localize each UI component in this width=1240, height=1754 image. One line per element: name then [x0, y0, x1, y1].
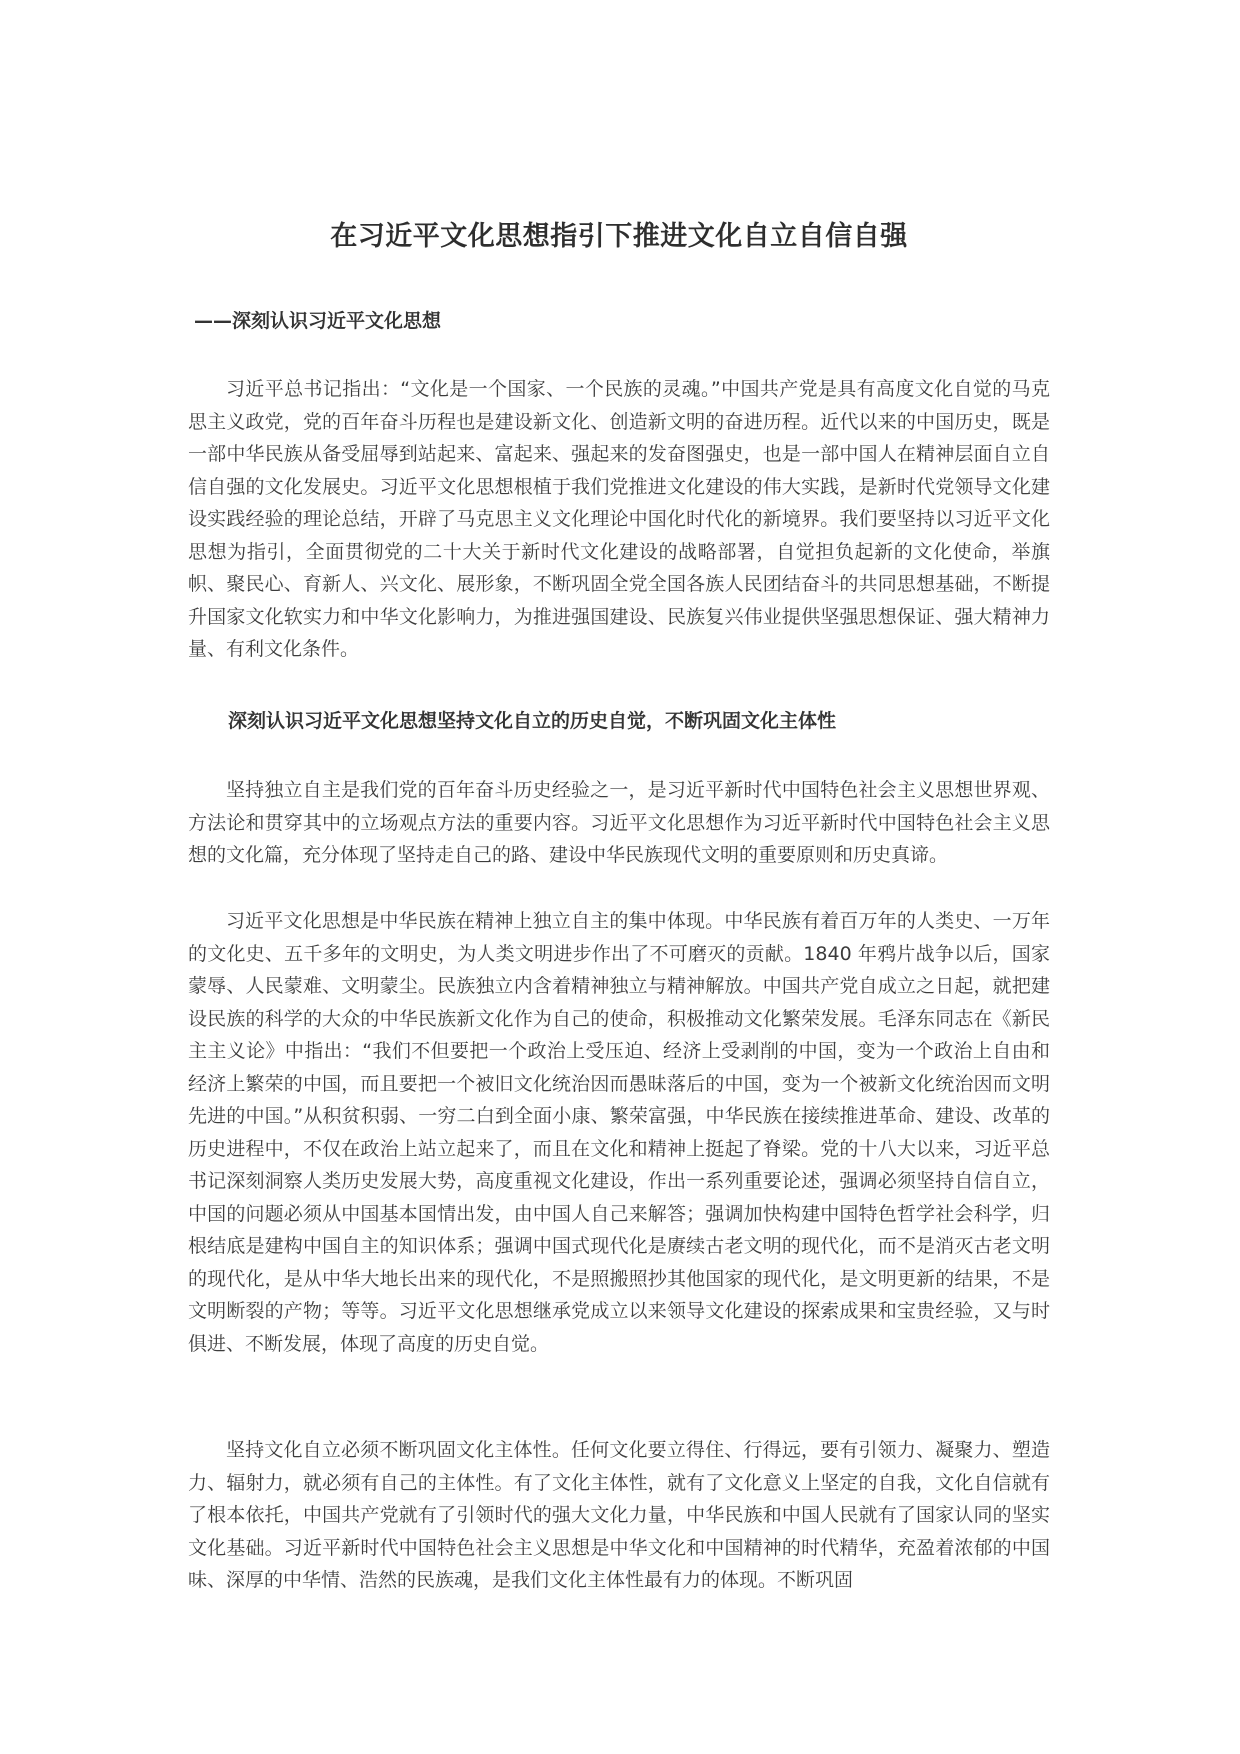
paragraph-independence: 坚持独立自主是我们党的百年奋斗历史经验之一，是习近平新时代中国特色社会主义思想世界观、方法论和贯穿其中的立场观点方法的重要内容。习近平文化思想作为习近平新时代中国特色社会主义思想的文化篇，充分体现了坚持走自己的路、建设中华民族现代文明的重要原则和历史真谛。	[188, 779, 1050, 866]
document-title: 在习近平文化思想指引下推进文化自立自信自强	[330, 221, 908, 252]
document-subtitle: ——深刻认识习近平文化思想	[194, 310, 442, 332]
paragraph-intro: 习近平总书记指出：“文化是一个国家、一个民族的灵魂。”中国共产党是具有高度文化自觉的马克思主义政党，党的百年奋斗历程也是建设新文化、创造新文明的奋进历程。近代以来的中国历史，既是一部中华民族从备受屈辱到站起来、富起来、强起来的发奋图强史，也是一部中国人在精神层面自立自信自强的文化发展史。习近平文化思想根植于我们党推进文化建设的伟大实践，是新时代党领导文化建设实践经验的理论总结，开辟了马克思主义文化理论中国化时代化的新境界。我们要坚持以习近平文化思想为指引，全面贯彻党的二十大关于新时代文化建设的战略部署，自觉担负起新的文化使命，举旗帜、聚民心、育新人、兴文化、展形象，不断巩固全党全国各族人民团结奋斗的共同思想基础，不断提升国家文化软实力和中华文化影响力，为推进强国建设、民族复兴伟业提供坚强思想保证、强大精神力量、有利文化条件。	[188, 378, 1050, 660]
paragraph-spiritual-independence: 习近平文化思想是中华民族在精神上独立自主的集中体现。中华民族有着百万年的人类史、一万年的文化史、五千多年的文明史，为人类文明进步作出了不可磨灭的贡献。1840 年鸦片战争以后，国家蒙辱、人民蒙难、文明蒙尘。民族独立内含着精神独立与精神解放。中国共产党自成立之日起，就把建设民族的科学的大众的中华民族新文化作为自己的使命，积极推动文化繁荣发展。毛泽东同志在《新民主主义论》中指出：“我们不但要把一个政治上受压迫、经济上受剥削的中国，变为一个政治上自由和经济上繁荣的中国，而且要把一个被旧文化统治因而愚昧落后的中国，变为一个被新文化统治因而文明先进的中国。”从积贫积弱、一穷二白到全面小康、繁荣富强，中华民族在接续推进革命、建设、改革的历史进程中，不仅在政治上站立起来了，而且在文化和精神上挺起了脊梁。党的十八大以来，习近平总书记深刻洞察人类历史发展大势，高度重视文化建设，作出一系列重要论述，强调必须坚持自信自立，中国的问题必须从中国基本国情出发，由中国人自己来解答；强调加快构建中国特色哲学社会科学，归根结底是建构中国自主的知识体系；强调中国式现代化是赓续古老文明的现代化，而不是消灭古老文明的现代化，是从中华大地长出来的现代化，不是照搬照抄其他国家的现代化，是文明更新的结果，不是文明断裂的产物；等等。习近平文化思想继承党成立以来领导文化建设的探索成果和宝贵经验，又与时俱进、不断发展，体现了高度的历史自觉。	[188, 910, 1050, 1355]
section-heading: 深刻认识习近平文化思想坚持文化自立的历史自觉，不断巩固文化主体性	[228, 710, 837, 732]
paragraph-cultural-subjectivity: 坚持文化自立必须不断巩固文化主体性。任何文化要立得住、行得远，要有引领力、凝聚力、塑造力、辐射力，就必须有自己的主体性。有了文化主体性，就有了文化意义上坚定的自我，文化自信就有了根本依托，中国共产党就有了引领时代的强大文化力量，中华民族和中国人民就有了国家认同的坚实文化基础。习近平新时代中国特色社会主义思想是中华文化和中国精神的时代精华，充盈着浓郁的中国味、深厚的中华情、浩然的民族魂，是我们文化主体性最有力的体现。不断巩固	[188, 1439, 1050, 1591]
